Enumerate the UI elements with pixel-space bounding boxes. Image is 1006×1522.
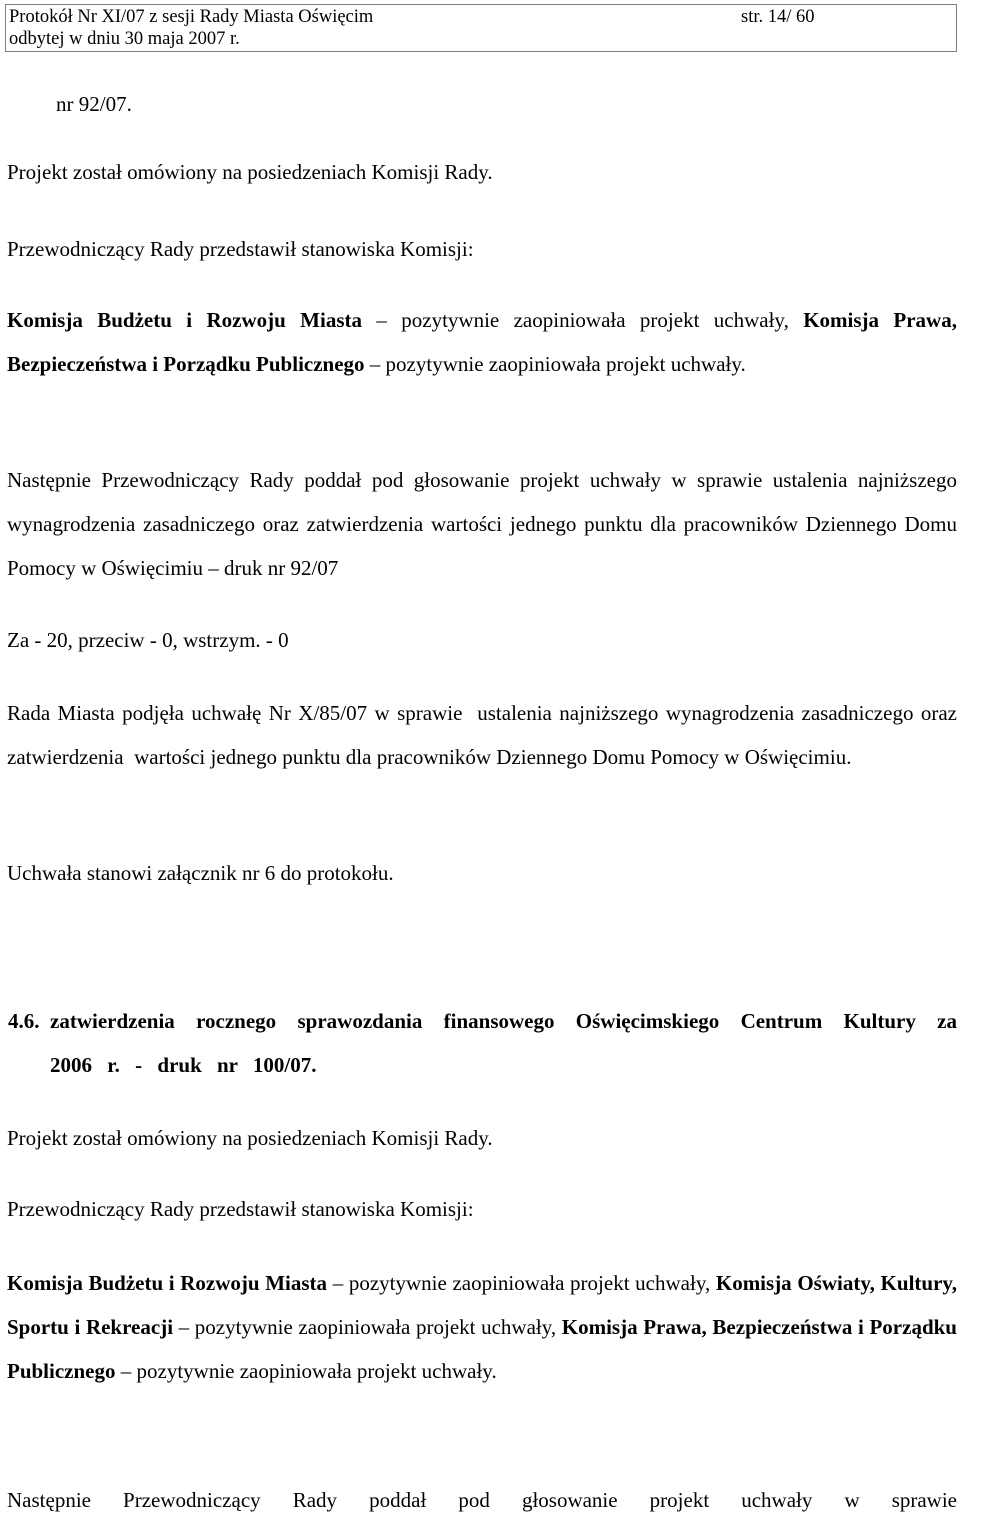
paragraph-committee-opinions-2 (7, 1261, 957, 1393)
paragraph-druk-number: nr 92/07. (56, 92, 132, 116)
committee-name: Komisja Prawa, Bezpieczeństwa i Porządku Publicznego (7, 1315, 957, 1383)
paragraph-chairman-presented: Przewodniczący Rady przedstawił stanowiska Komisji: (7, 237, 474, 261)
opinion-text: – pozytywnie zaopiniowała projekt uchwały, (173, 1315, 562, 1339)
paragraph-attachment-note: Uchwała stanowi załącznik nr 6 do protokołu. (7, 861, 394, 885)
page-number: str. 14/ 60 (741, 7, 815, 27)
page-header (5, 4, 957, 52)
committee-name: Komisja Oświaty, Kultury, Sportu i Rekreacji (7, 1271, 957, 1339)
paragraph-chairman-presented-2: Przewodniczący Rady przedstawił stanowiska Komisji: (7, 1197, 474, 1221)
session-date: odbytej w dniu 30 maja 2007 r. (9, 29, 240, 49)
opinion-text: – pozytywnie zaopiniowała projekt uchwały. (115, 1359, 497, 1383)
committee-name: Komisja Budżetu i Rozwoju Miasta (7, 1271, 328, 1295)
section-number: 4.6. (8, 1009, 40, 1033)
opinion-text: – pozytywnie zaopiniowała projekt uchwały. (364, 352, 746, 376)
section-title: zatwierdzenia rocznego sprawozdania finansowego Oświęcimskiego Centrum Kultury za 2006 r. - druk nr 100/07. (50, 1009, 957, 1077)
committee-name: Komisja Budżetu i Rozwoju Miasta (7, 308, 362, 332)
paragraph-vote-result: Za - 20, przeciw - 0, wstrzym. - 0 (7, 628, 289, 652)
paragraph-vote-subject: Następnie Przewodniczący Rady poddał pod głosowanie projekt uchwały w sprawie ustalenia najniższego wynagrodzenia zasadniczego oraz zatwierdzenia wartości jednego punktu dla pracowników Dziennego Domu Pomocy w Oświęcimiu – druk nr 92/07 (7, 468, 957, 580)
paragraph-committee-opinions (7, 298, 957, 386)
paragraph-project-discussed-2: Projekt został omówiony na posiedzeniach Komisji Rady. (7, 1126, 493, 1150)
committee-name: Komisja Prawa, Bezpieczeństwa i Porządku Publicznego (7, 308, 957, 376)
paragraph-resolution-adopted: Rada Miasta podjęła uchwałę Nr X/85/07 w sprawie ustalenia najniższego wynagrodzenia zasadniczego oraz zatwierdzenia wartości jednego punktu dla pracowników Dziennego Domu Pomocy w Oświęcimiu. (7, 701, 963, 769)
protocol-title: Protokół Nr XI/07 z sesji Rady Miasta Oświęcim (9, 7, 374, 27)
opinion-text: – pozytywnie zaopiniowała projekt uchwały, (327, 1271, 716, 1295)
opinion-text: – pozytywnie zaopiniowała projekt uchwały, (362, 308, 804, 332)
paragraph-vote-subject-2: Następnie Przewodniczący Rady poddał pod głosowanie projekt uchwały w sprawie (7, 1488, 957, 1512)
paragraph-project-discussed: Projekt został omówiony na posiedzeniach Komisji Rady. (7, 160, 493, 184)
